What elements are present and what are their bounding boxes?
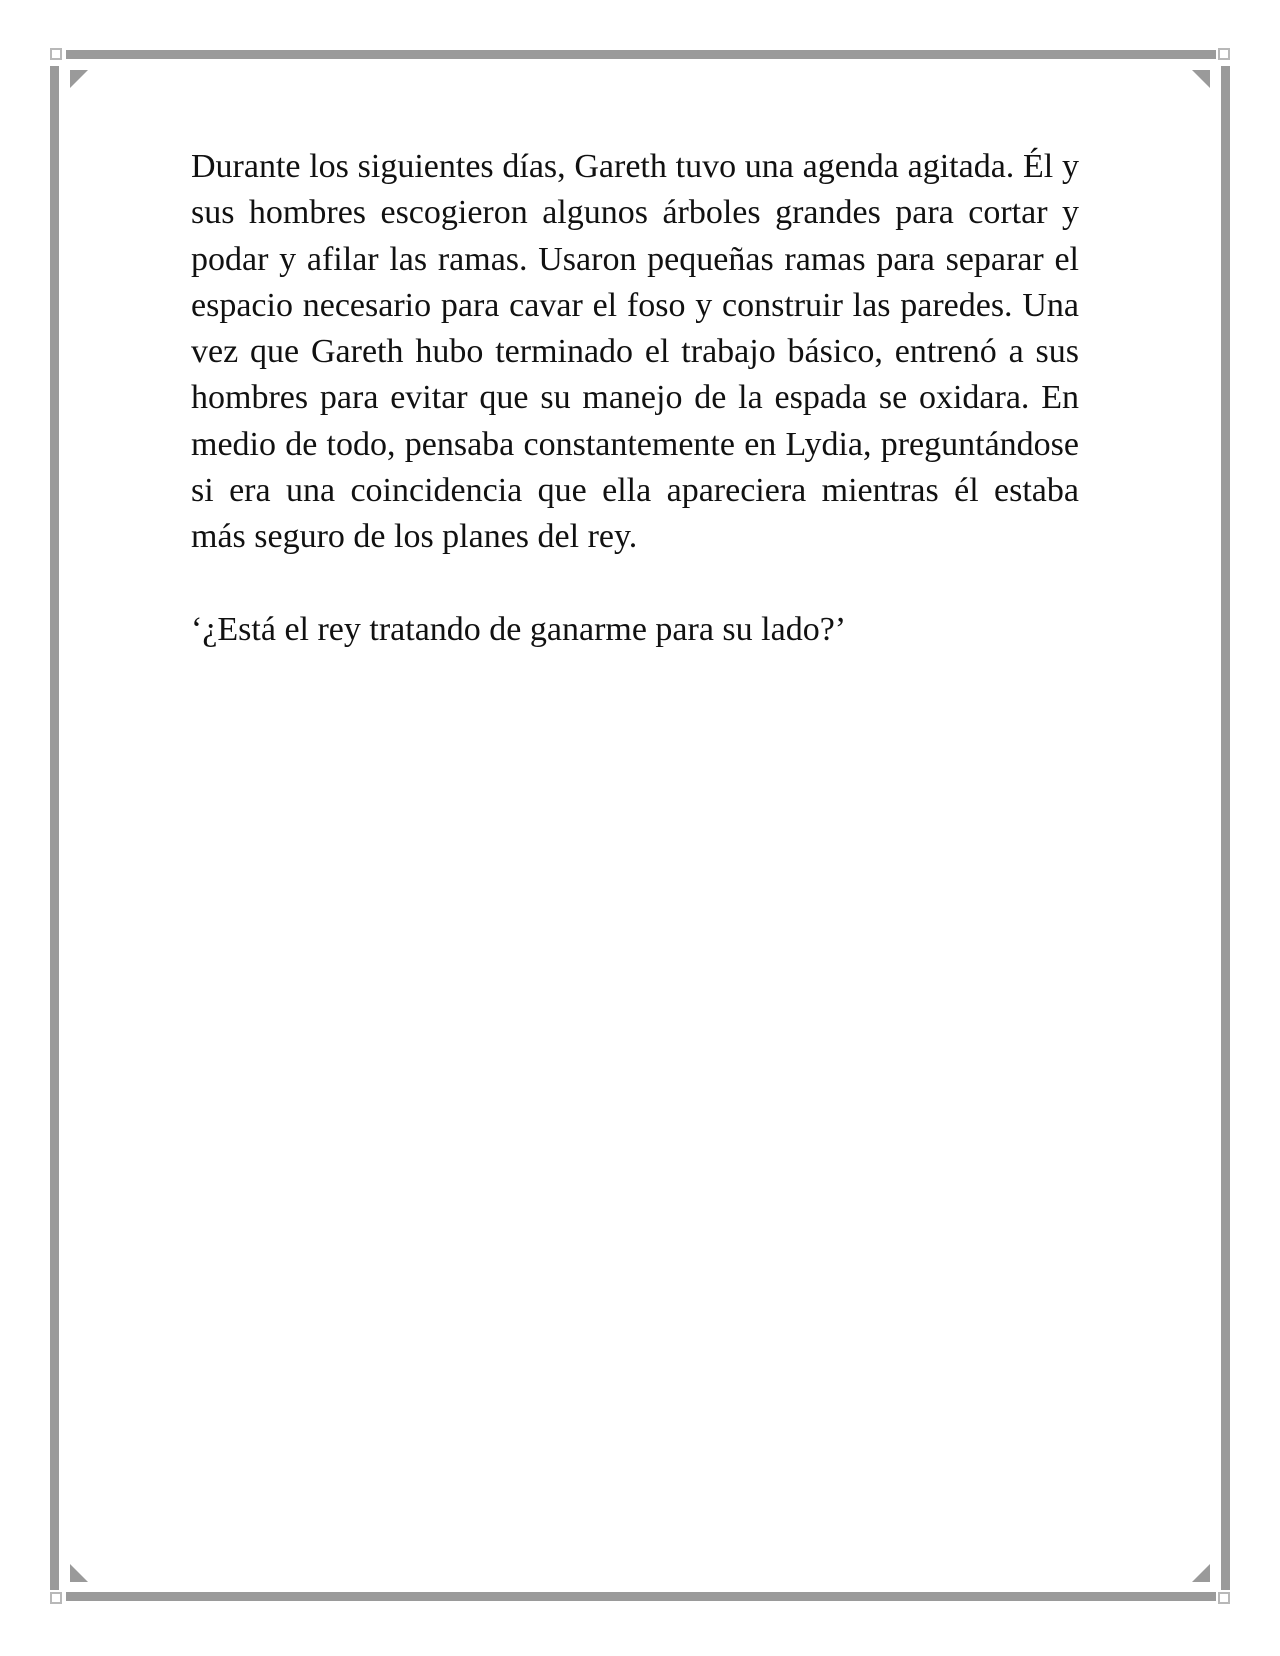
- frame-corner-top-right: [1218, 48, 1230, 60]
- paragraph-quote: ‘¿Está el rey tratando de ganarme para su lado?’: [191, 610, 847, 648]
- frame-corner-bottom-left: [50, 1592, 62, 1604]
- frame-corner-top-left: [50, 48, 62, 60]
- frame-left-border: [50, 66, 59, 1590]
- frame-top-border: [66, 50, 1216, 59]
- frame-right-border: [1221, 66, 1230, 1590]
- page-body-text: [191, 144, 1079, 653]
- corner-ornament-bottom-left-icon: [70, 1564, 88, 1582]
- paragraph: Durante los siguientes días, Gareth tuvo una agenda agitada. Él y sus hombres escogieron algunos árboles grandes para cortar y podar y afilar las ramas. Usaron pequeñas ramas para separar el espacio necesario para cavar el foso y construir las paredes. Una vez que Gareth hubo terminado el trabajo básico, entrenó a sus hombres para evitar que su manejo de la espada se oxidara. En medio de todo, pensaba constantemente en Lydia, preguntándose si era una coincidencia que ella apareciera mientras él estaba más seguro de los planes del rey.: [191, 148, 1079, 556]
- frame-corner-bottom-right: [1218, 1592, 1230, 1604]
- corner-ornament-bottom-right-icon: [1192, 1564, 1210, 1582]
- corner-ornament-top-left-icon: [70, 70, 88, 88]
- corner-ornament-top-right-icon: [1192, 70, 1210, 88]
- frame-bottom-border: [66, 1592, 1216, 1601]
